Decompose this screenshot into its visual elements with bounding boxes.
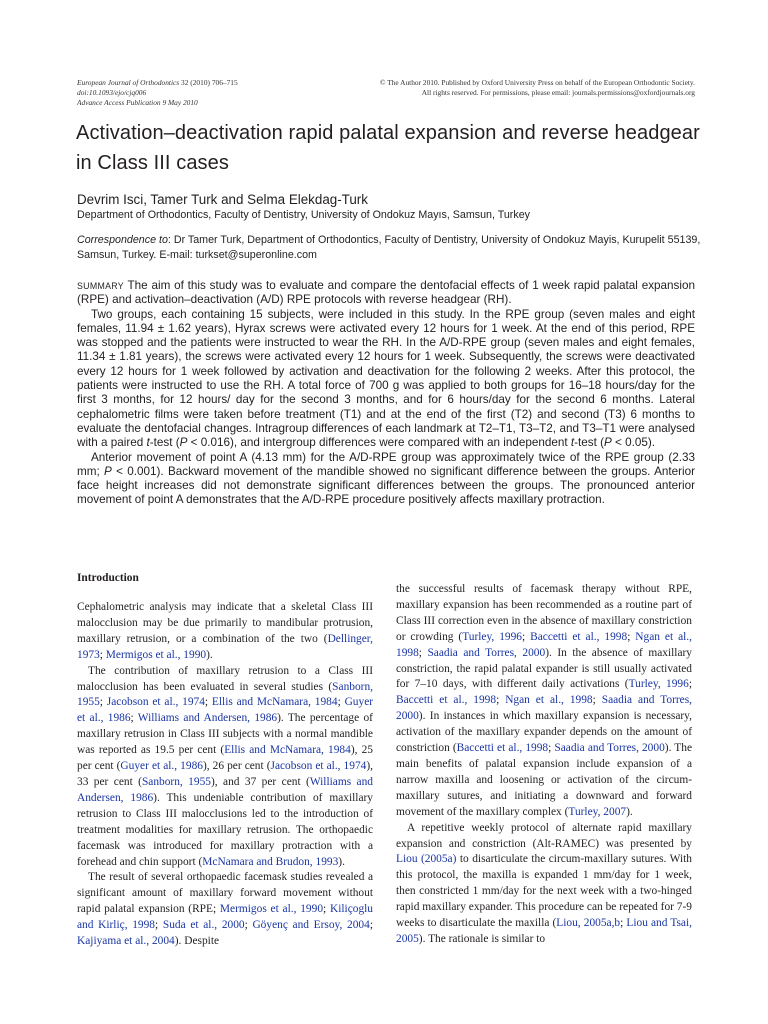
body-text: The contribution of maxillary retrusion to a Class III malocclusion has been evaluated in several studies ( xyxy=(77,664,373,693)
separator: ; xyxy=(323,903,330,916)
abstract-text: < 0.016), and intergroup differences were compared with an independent xyxy=(187,436,571,450)
separator: ; xyxy=(592,694,602,707)
body-column-right xyxy=(396,582,692,948)
body-text: ). Despite xyxy=(174,935,220,948)
body-paragraph xyxy=(396,582,692,821)
journal-name: European Journal of Orthodontics xyxy=(77,78,180,87)
reference-link[interactable]: Williams and Andersen, 1986 xyxy=(77,775,373,804)
reference-link[interactable]: Turley, 1996 xyxy=(462,630,522,643)
reference-link[interactable]: Williams and Andersen, 1986 xyxy=(137,712,278,725)
abstract-italic: P xyxy=(104,464,112,478)
summary-label: SUMMARY xyxy=(77,281,124,291)
reference-link[interactable]: Saadia and Torres, 2000 xyxy=(554,742,665,755)
separator: ; xyxy=(548,742,555,755)
reference-link[interactable]: Liou (2005a) xyxy=(396,853,457,866)
reference-link[interactable]: Mermigos et al., 1990 xyxy=(219,903,324,916)
abstract-text: Two groups, each containing 15 subjects, were included in this study. In the RPE group (seven males and eight females, 11.94 ± 1.62 years), Hyrax screws were activated every 12 hours for 1 week. At the end of this period, RPE was stopped and the patients were instructed to wear the RH. In the A/D-RPE group (seven males and eight females, 11.34 ± 1.81 years), the screws were activated every 12 hours for 1 week. Subsequently, the screws were deactivated every 12 hours for 1 week followed by activation and deactivation for the following 2 weeks. After this protocol, the patients were instructed to use the RH. A total force of 700 g was applied to both groups for 16–18 hours/day for the first 3 months, for 12 hours/ day for the second 3 months, and for 6 hours/day for the second 6 months. Lateral cephalometric films were taken before treatment (T1) and at the end of the first (T2) and second (T3) 6 months to evaluate the dentofacial changes. Intragroup differences of each landmark at T2–T1, T3–T2, and T3–T1 were analysed with a paired xyxy=(77,307,695,450)
correspondence-text: : Dr Tamer Turk, Department of Orthodontics, Faculty of Dentistry, University of Ondokuz Mayis, Kurupelit 55139, Samsun, Turkey. E-mail: turkset@superonline.com xyxy=(77,234,701,261)
journal-doi: doi:10.1093/ejo/cjq006 xyxy=(77,88,147,97)
body-text: ), 25 per cent ( xyxy=(77,744,373,773)
separator: ; xyxy=(620,917,627,930)
separator: ; xyxy=(418,646,428,659)
abstract-paragraph xyxy=(77,451,695,508)
body-paragraph xyxy=(396,821,692,948)
separator: ; xyxy=(130,712,138,725)
body-text: Cephalometric analysis may indicate that a skeletal Class III malocclusion may be due primarily to mandibular protrusion, maxillary retrusion, or a combination of the two ( xyxy=(77,601,373,645)
separator: ; xyxy=(99,696,107,709)
abstract-text: -test ( xyxy=(574,436,605,450)
reference-link[interactable]: Sanborn, 1955 xyxy=(77,680,373,709)
reference-link[interactable]: Kajiyama et al., 2004 xyxy=(77,935,175,948)
abstract-italic: t xyxy=(570,436,575,450)
reference-link[interactable]: Göyenç and Ersoy, 2004 xyxy=(252,919,370,932)
author-affiliation: Department of Orthodontics, Faculty of Dentistry, University of Ondokuz Mayıs, Samsun, Turkey xyxy=(77,209,531,221)
body-paragraph xyxy=(77,664,373,871)
separator: ; xyxy=(99,648,106,661)
abstract-italic: P xyxy=(604,436,612,450)
body-text: ). xyxy=(626,805,633,818)
journal-volume: 32 (2010) 706–715 xyxy=(181,78,238,87)
reference-link[interactable]: Liou, 2005a,b xyxy=(556,917,621,930)
correspondence-label: Correspondence to xyxy=(77,234,168,246)
separator: ; xyxy=(155,919,163,932)
body-text: ). xyxy=(206,648,213,661)
reference-link[interactable]: Ellis and McNamara, 1984 xyxy=(224,744,351,757)
body-column-left xyxy=(77,570,373,950)
body-text: to disarticulate the circum-maxillary sutures. With this protocol, the maxilla is expanded 1 mm/day for 1 week, then constricted 1 mm/day for the next week with a two-hinged rapid maxillary expander. This procedure can be repeated for 7-9 weeks to disarticulate the maxilla ( xyxy=(396,853,692,930)
reference-link[interactable]: Mermigos et al., 1990 xyxy=(105,648,207,661)
reference-link[interactable]: Guyer et al., 1986 xyxy=(120,760,203,773)
reference-link[interactable]: Saadia and Torres, 2000 xyxy=(396,694,693,723)
permissions-line: All rights reserved. For permissions, please email: journals.permissions@oxfordjournals.org xyxy=(421,88,695,97)
abstract-italic: P xyxy=(179,436,188,450)
reference-link[interactable]: Sanborn, 1955 xyxy=(141,775,211,788)
copyright-line: © The Author 2010. Published by Oxford University Press on behalf of the European Orthodontic Society. xyxy=(379,78,695,87)
body-text: A repetitive weekly protocol of alternate rapid maxillary expansion and constriction (Alt-RAMEC) was presented by xyxy=(396,821,692,850)
correspondence xyxy=(77,233,707,262)
reference-link[interactable]: Baccetti et al., 1998 xyxy=(396,694,497,707)
body-text: ). This undeniable contribution of maxillary retrusion to Class III malocclusions led to the introduction of treatment modalities for maxillary retrusion. The orthopaedic facemask was introduced for maxillary protraction with a forehead and chin support ( xyxy=(77,791,373,868)
reference-link[interactable]: Turley, 2007 xyxy=(568,805,627,818)
body-text: ), 26 per cent ( xyxy=(202,760,271,773)
body-text: ). The main benefits of palatal expansion include expansion of a narrow maxilla and loosening or activation of the circum-maxillary sutures, and initiating a downward and forward movement of the maxillary complex ( xyxy=(396,742,693,818)
reference-link[interactable]: Kiliçoglu and Kirliç, 1998 xyxy=(77,903,373,932)
reference-link[interactable]: Turley, 1996 xyxy=(628,678,689,691)
reference-link[interactable]: Dellinger, 1973 xyxy=(77,632,373,661)
reference-link[interactable]: Saadia and Torres, 2000 xyxy=(427,646,546,659)
reference-link[interactable]: Suda et al., 2000 xyxy=(162,919,245,932)
separator: ; xyxy=(627,630,636,643)
reference-link[interactable]: Ellis and McNamara, 1984 xyxy=(211,696,338,709)
copyright-notice xyxy=(345,78,695,98)
abstract-italic: t xyxy=(146,436,150,450)
abstract-paragraph xyxy=(77,308,695,451)
abstract-text: < 0.001). Backward movement of the mandible showed no significant difference between the groups. Anterior face height increases did not demonstrate significant differences between the groups. The pronounced anterior movement of point A demonstrates that the A/D-RPE procedure positively affects maxillary protraction. xyxy=(77,464,695,507)
advance-access: Advance Access Publication 9 May 2010 xyxy=(77,98,198,107)
body-text: ), 33 per cent ( xyxy=(77,760,373,788)
journal-meta xyxy=(77,78,377,108)
separator: ; xyxy=(688,678,692,691)
separator: ; xyxy=(337,696,345,709)
body-paragraph xyxy=(77,870,373,950)
separator: ; xyxy=(244,919,253,932)
body-text: ). xyxy=(338,855,345,868)
reference-link[interactable]: Jacobson et al., 1974 xyxy=(106,696,205,709)
reference-link[interactable]: Liou and Tsai, 2005 xyxy=(396,917,692,945)
body-text: ). The rationale is similar to xyxy=(418,932,546,945)
reference-link[interactable]: McNamara and Brudon, 1993 xyxy=(202,855,339,868)
body-text: The result of several orthopaedic facemask studies revealed a significant amount of maxillary forward movement without rapid palatal expansion (RPE; xyxy=(77,871,373,916)
separator: ; xyxy=(204,696,212,709)
body-text: ). In the absence of maxillary constriction, the rapid palatal expander is still usually activated for 7–10 days, with different daily activations ( xyxy=(396,646,692,691)
abstract-text: < 0.05). xyxy=(611,436,656,450)
article-title: Activation–deactivation rapid palatal expansion and reverse headgear in Class III cases xyxy=(76,122,700,174)
body-text: ). In instances in which maxillary expansion is necessary, activation of the maxillary expander depends on the amount of constriction ( xyxy=(396,710,692,755)
reference-link[interactable]: Ngan et al., 1998 xyxy=(505,694,593,707)
separator: ; xyxy=(496,694,506,707)
separator: ; xyxy=(522,630,531,643)
author-list: Devrim Isci, Tamer Turk and Selma Elekdag-Turk xyxy=(77,192,368,207)
abstract-text: Anterior movement of point A (4.13 mm) for the A/D-RPE group was approximately twice of the RPE group (2.33 mm; xyxy=(77,450,695,478)
abstract-paragraph xyxy=(77,279,695,308)
section-heading: Introduction xyxy=(77,572,139,584)
body-text: ), and 37 per cent ( xyxy=(210,775,310,788)
body-text: the successful results of facemask therapy without RPE, maxillary expansion has been recommended as a routine part of Class III correction even in the absence of maxillary constriction or crowding ( xyxy=(396,583,692,643)
abstract xyxy=(77,279,695,508)
reference-link[interactable]: Baccetti et al., 1998 xyxy=(530,630,628,643)
body-text: ). The percentage of maxillary retrusion in Class III subjects with a normal mandible was reported as 19.5 per cent ( xyxy=(77,712,373,757)
reference-link[interactable]: Ngan et al., 1998 xyxy=(396,630,692,659)
reference-link[interactable]: Baccetti et al., 1998 xyxy=(456,742,549,755)
separator: ; xyxy=(369,919,373,932)
body-paragraph xyxy=(77,600,373,664)
reference-link[interactable]: Jacobson et al., 1974 xyxy=(270,760,367,773)
abstract-text: -test ( xyxy=(149,436,180,450)
reference-link[interactable]: Guyer et al., 1986 xyxy=(77,696,374,725)
abstract-text: The aim of this study was to evaluate and compare the dentofacial effects of 1 week rapid palatal expansion (RPE) and activation–deactivation (A/D) RPE protocols with reverse headgear (RH). xyxy=(77,279,695,307)
